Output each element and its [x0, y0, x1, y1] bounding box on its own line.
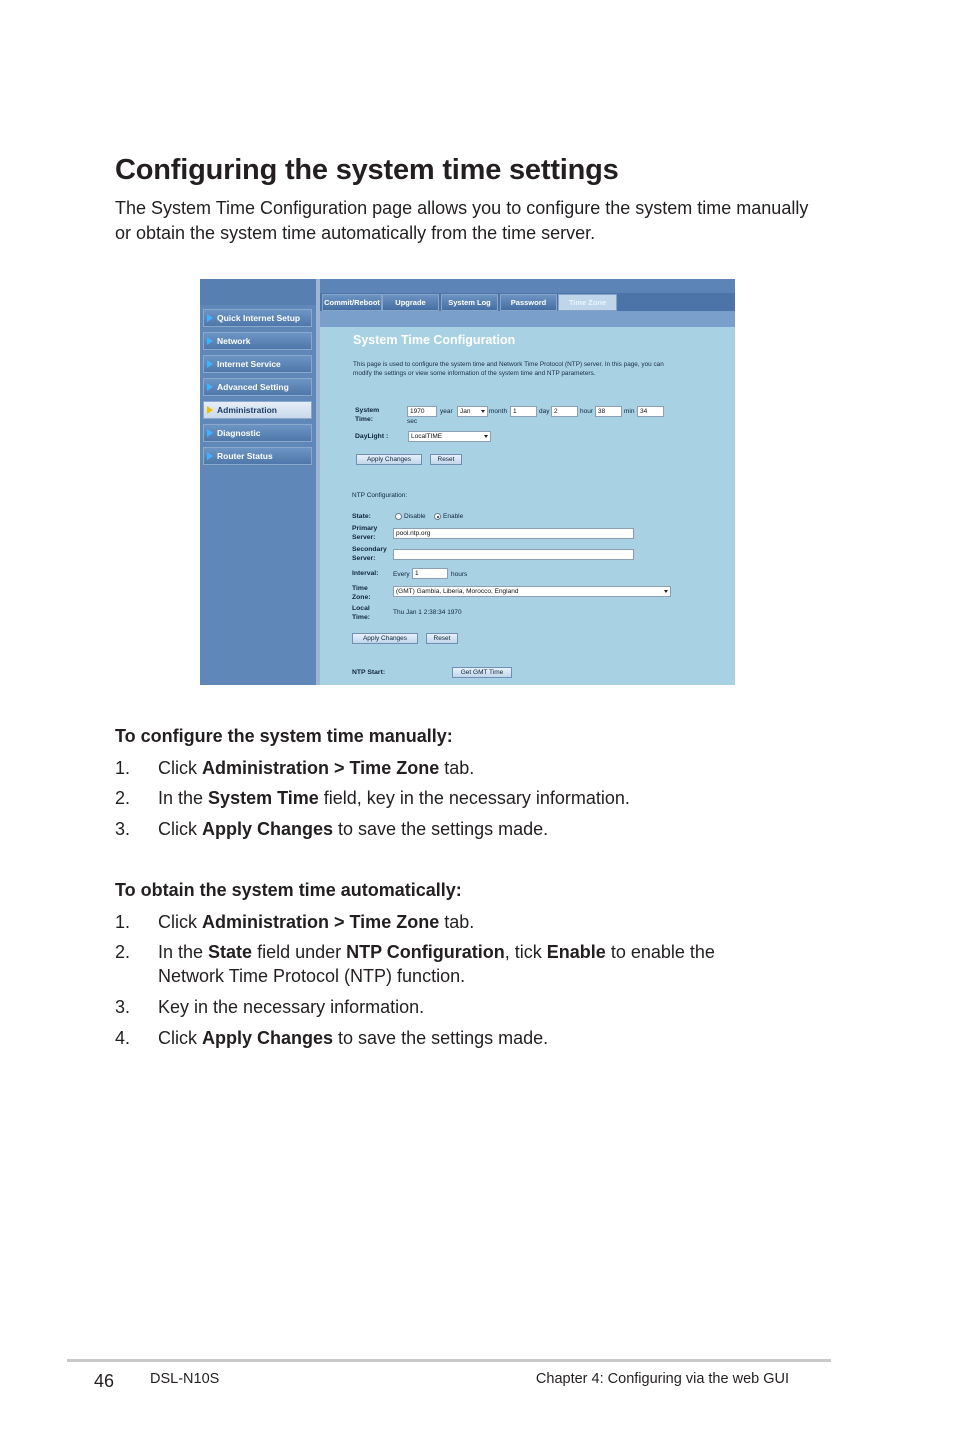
text-run: to save the settings made. — [333, 1028, 549, 1048]
sidebar-item-label: Advanced Setting — [217, 382, 289, 392]
step-number: 4. — [115, 1028, 131, 1048]
gui-sub-bar — [320, 311, 735, 327]
gui-top-bar — [320, 279, 735, 293]
daylight-value: LocalTIME — [411, 433, 443, 440]
text-run: In the — [158, 942, 209, 962]
local-time-value: Thu Jan 1 2:38:34 1970 — [393, 609, 462, 616]
step-text — [158, 995, 808, 1019]
secondary-server-input[interactable] — [393, 549, 634, 560]
tab-system-log[interactable]: System Log — [441, 294, 498, 311]
step-number: 1. — [115, 758, 131, 778]
apply-changes-button[interactable]: Apply Changes — [356, 454, 422, 465]
ntp-reset-button[interactable]: Reset — [426, 633, 458, 644]
system-time-label: System Time: — [355, 407, 380, 423]
chevron-down-icon — [664, 590, 668, 593]
reset-button[interactable]: Reset — [430, 454, 462, 465]
get-gmt-time-button[interactable]: Get GMT Time — [452, 667, 512, 678]
config-description: This page is used to configure the system time and Network Time Protocol (NTP) server. In this page, you can modify the settings or view some information of the system time and NTP parameters. — [353, 361, 664, 377]
sec-unit: sec — [407, 418, 418, 425]
step-text — [158, 1026, 808, 1050]
hour-input[interactable]: 2 — [551, 406, 578, 417]
enable-radio[interactable] — [434, 513, 441, 520]
bold-term: NTP Configuration — [346, 942, 505, 962]
router-gui-screenshot — [200, 279, 735, 685]
day-input[interactable]: 1 — [510, 406, 537, 417]
daylight-label: DayLight : — [355, 433, 389, 440]
min-input[interactable]: 38 — [595, 406, 622, 417]
year-input[interactable]: 1970 — [407, 406, 437, 417]
time-zone-select[interactable] — [393, 586, 671, 597]
step-text — [158, 756, 808, 780]
sidebar-item-label: Quick Internet Setup — [217, 313, 301, 323]
secondary-server-label: Secondary Server: — [352, 546, 387, 562]
hour-unit: hour — [580, 408, 594, 415]
sidebar-item-label: Network — [217, 336, 251, 346]
chevron-down-icon — [481, 410, 485, 413]
interval-prefix: Every — [393, 571, 410, 578]
text-run: to enable the Network Time Protocol (NTP) function. — [158, 942, 715, 986]
arrow-icon — [207, 360, 213, 368]
time-config-panel — [320, 327, 735, 685]
arrow-icon — [207, 406, 213, 414]
text-run: Key in the necessary information. — [158, 997, 425, 1017]
bold-term: Administration > Time Zone — [202, 912, 440, 932]
page-number: 46 — [94, 1371, 115, 1391]
text-run: Click — [158, 912, 202, 932]
disable-label: Disable — [404, 513, 426, 520]
text-run: Click — [158, 819, 202, 839]
sidebar-item-label: Internet Service — [217, 359, 281, 369]
arrow-icon — [207, 452, 213, 460]
sidebar-item-diagnostic[interactable] — [203, 424, 312, 442]
arrow-icon — [207, 314, 213, 322]
time-zone-value: (GMT) Gambia, Liberia, Morocco, England — [396, 588, 519, 595]
enable-label: Enable — [443, 513, 464, 520]
sidebar-item-router-status[interactable] — [203, 447, 312, 465]
sidebar-header — [200, 279, 316, 305]
step-text — [158, 940, 778, 988]
text-run: Click — [158, 758, 202, 778]
bold-term: Administration > Time Zone — [202, 758, 440, 778]
step-number: 2. — [115, 788, 131, 808]
bold-term: Apply Changes — [202, 819, 334, 839]
disable-radio[interactable] — [395, 513, 402, 520]
month-select[interactable] — [457, 406, 488, 417]
step-number: 3. — [115, 819, 131, 839]
sidebar — [200, 279, 320, 685]
min-unit: min — [624, 408, 635, 415]
interval-input[interactable]: 1 — [412, 568, 448, 579]
sidebar-item-label: Router Status — [217, 451, 273, 461]
primary-server-label: Primary Server: — [352, 525, 378, 541]
config-page-title: System Time Configuration — [353, 333, 516, 347]
primary-server-input[interactable]: pool.ntp.org — [393, 528, 634, 539]
sidebar-item-administration[interactable] — [203, 401, 312, 419]
arrow-icon — [207, 429, 213, 437]
text-run: In the — [158, 788, 209, 808]
ntp-apply-changes-button[interactable]: Apply Changes — [352, 633, 418, 644]
arrow-icon — [207, 337, 213, 345]
sidebar-item-internet-service[interactable] — [203, 355, 312, 373]
step-number: 1. — [115, 912, 131, 932]
text-run: , tick — [504, 942, 547, 962]
text-run: field, key in the necessary information. — [318, 788, 630, 808]
tab-password[interactable]: Password — [500, 294, 557, 311]
arrow-icon — [207, 383, 213, 391]
month-unit: month — [489, 408, 508, 415]
interval-label: Interval: — [352, 570, 379, 577]
bold-term: Apply Changes — [202, 1028, 334, 1048]
local-time-label: Local Time: — [352, 605, 371, 621]
interval-unit: hours — [451, 571, 468, 578]
text-run: tab. — [439, 758, 475, 778]
footer-model: DSL-N10S — [150, 1371, 220, 1387]
tab-commit-reboot[interactable]: Commit/Reboot — [322, 294, 382, 311]
sidebar-item-advanced-setting[interactable] — [203, 378, 312, 396]
tab-upgrade[interactable]: Upgrade — [382, 294, 439, 311]
text-run: tab. — [439, 912, 475, 932]
sec-input[interactable]: 34 — [637, 406, 664, 417]
intro-paragraph: The System Time Configuration page allows you to configure the system time manually or obtain the system time automatically from the time server. — [115, 198, 809, 243]
step-number: 2. — [115, 942, 131, 962]
ntp-start-label: NTP Start: — [352, 669, 386, 676]
bold-term: System Time — [208, 788, 319, 808]
step-text — [158, 910, 808, 934]
footer-chapter: Chapter 4: Configuring via the web GUI — [535, 1371, 789, 1387]
bold-term: State — [208, 942, 253, 962]
auto-heading: To obtain the system time automatically: — [115, 880, 462, 900]
sidebar-item-quick-internet-setup[interactable] — [203, 309, 312, 327]
day-unit: day — [539, 408, 550, 415]
sidebar-item-label: Administration — [217, 405, 277, 415]
step-number: 3. — [115, 997, 131, 1017]
daylight-select[interactable] — [408, 431, 491, 442]
manual-heading: To configure the system time manually: — [115, 726, 453, 746]
text-run: to save the settings made. — [333, 819, 549, 839]
page-title: Configuring the system time settings — [115, 154, 619, 186]
year-unit: year — [440, 408, 453, 415]
footer-divider — [67, 1359, 831, 1362]
step-text — [158, 817, 808, 841]
sidebar-item-network[interactable] — [203, 332, 312, 350]
month-value: Jan — [460, 408, 471, 415]
sidebar-item-label: Diagnostic — [217, 428, 261, 438]
time-zone-label: Time Zone: — [352, 585, 371, 601]
text-run: Click — [158, 1028, 202, 1048]
ntp-heading: NTP Configuration: — [352, 492, 408, 499]
chevron-down-icon — [484, 435, 488, 438]
ntp-state-label: State: — [352, 513, 371, 520]
bold-term: Enable — [546, 942, 606, 962]
tab-time-zone[interactable]: Time Zone — [558, 294, 617, 311]
text-run: field under — [252, 942, 347, 962]
step-text — [158, 786, 808, 810]
